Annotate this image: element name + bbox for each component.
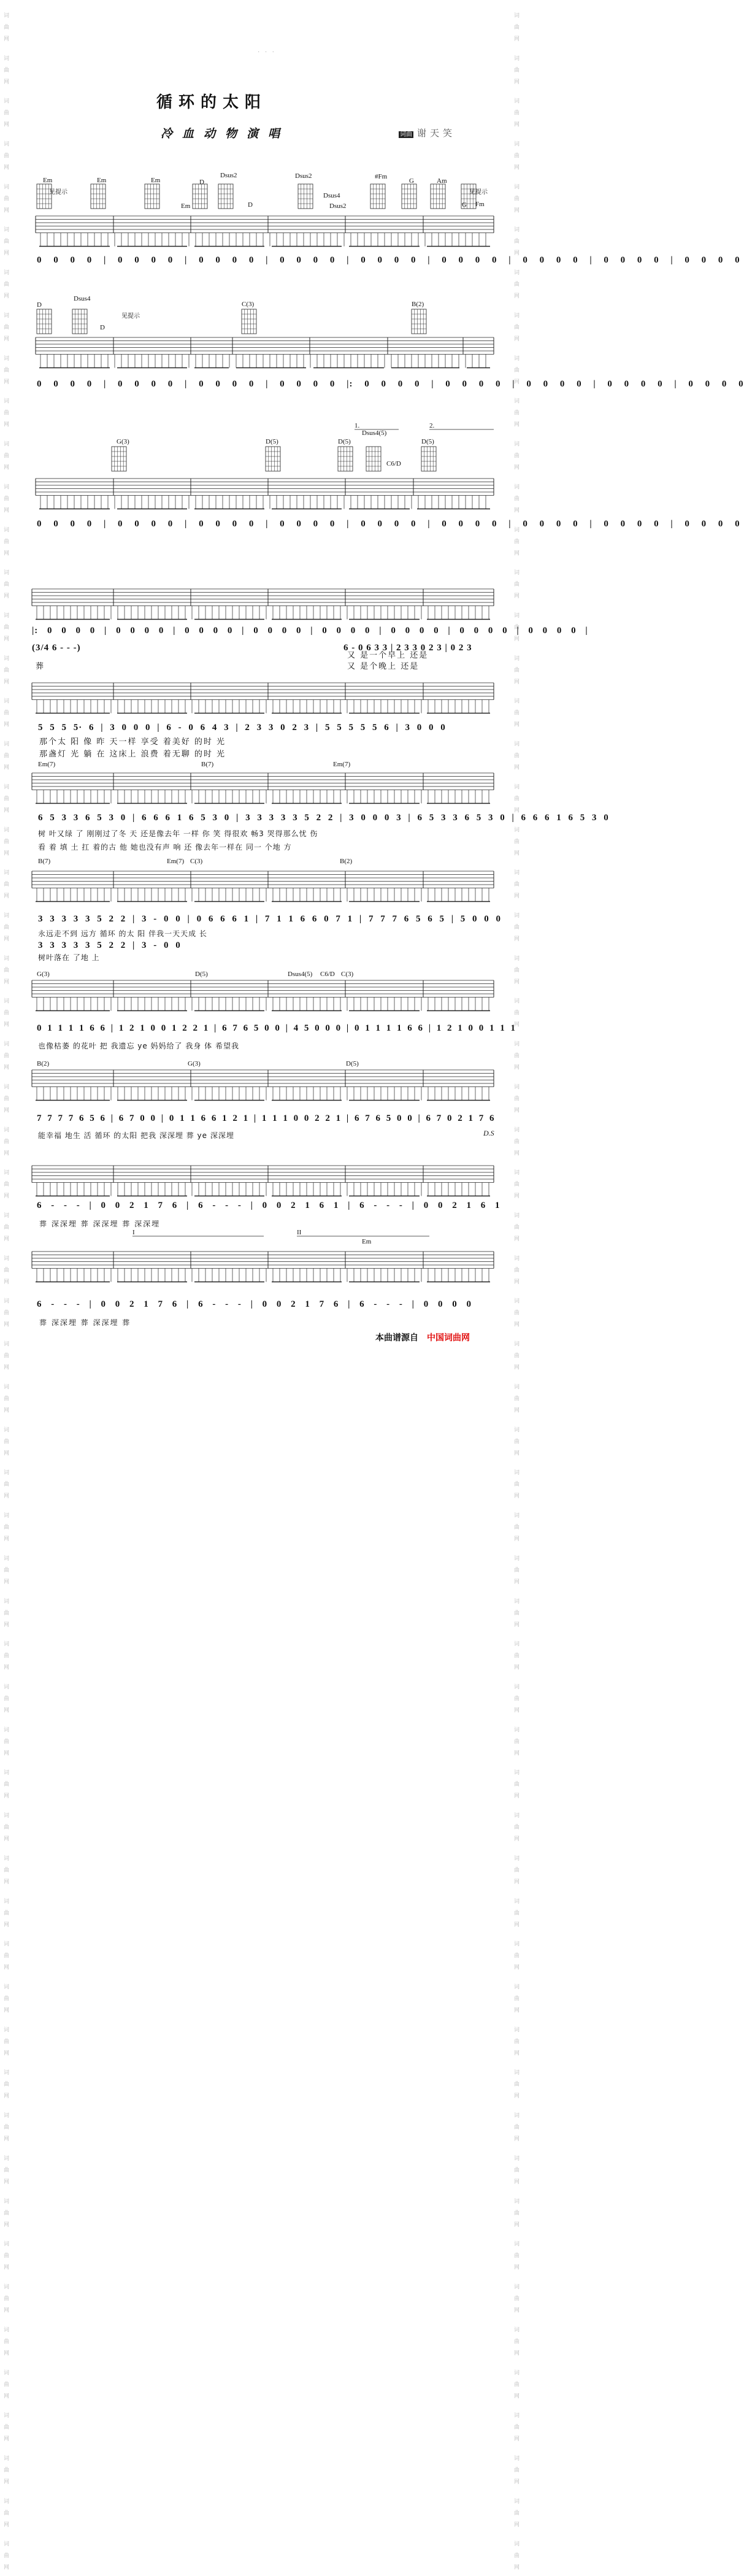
lyric-line: 又 是个晚上 还是 — [347, 662, 420, 671]
chord-diagram — [402, 184, 416, 209]
chord-diagram — [412, 309, 426, 334]
chord-label: #Fm — [375, 173, 388, 180]
chord-label: Em(7) — [333, 761, 351, 768]
chord-label: C(3) — [190, 858, 203, 865]
volta-2: 2. — [429, 422, 435, 429]
chord-diagram — [370, 184, 385, 209]
chord-label: Dsus2 — [295, 172, 312, 180]
chord-diagram — [218, 184, 233, 209]
chord-diagram — [338, 447, 353, 471]
chord-label: Dsus4(5) — [288, 971, 313, 978]
chord-label: C6/D — [386, 460, 401, 467]
chord-label: Em — [151, 177, 161, 184]
chord-label: D — [199, 179, 204, 186]
lyric-line: 永远走不到 远方 循环 的太 阳 伴我一天天成 长 — [38, 929, 207, 938]
chord-diagram — [298, 184, 313, 209]
chord-label: D(5) — [421, 438, 434, 445]
numbered-row: 3 3 3 3 3 5 2 2 | 3 - 0 0 | 0 6 6 6 1 | 7 1 1 6 6 0 7 1 | 7 7 7 6 5 6 5 | 5 0 0 0 — [38, 914, 502, 924]
chord-label: C(3) — [341, 971, 354, 978]
source-footer — [375, 1331, 470, 1344]
chord-label: C6/D — [320, 971, 335, 978]
numbered-row: |: 0 0 0 0 | 0 0 0 0 | 0 0 0 0 | 0 0 0 0 | 0 0 0 0 | 0 0 0 0 | 0 0 0 0 | 0 0 0 0 | — [32, 626, 588, 636]
chord-diagram — [112, 447, 126, 471]
chord-label: Em(7) — [167, 858, 185, 865]
chord-label: Em — [97, 177, 107, 184]
chord-label: B(2) — [412, 301, 424, 308]
hint-label: 见提示 — [49, 189, 67, 196]
hint-label: 见提示 — [469, 189, 488, 196]
top-mark: · · · — [258, 49, 276, 56]
volta-1: 1. — [355, 422, 360, 429]
ds-mark: D.S — [483, 1129, 494, 1137]
chord-label: Dsus2 — [220, 172, 237, 179]
chord-label: D — [248, 201, 253, 209]
chord-diagram — [145, 184, 159, 209]
chord-label: G(3) — [37, 971, 50, 978]
lyric-line: 又 是一个早上 还是 — [347, 651, 429, 660]
chord-diagram — [91, 184, 105, 209]
lyric-line: 葬 深深埋 葬 深深埋 葬 深深埋 — [39, 1220, 161, 1228]
hint-label: 见提示 — [121, 313, 140, 320]
lyric-line: 葬 深深埋 葬 深深埋 葬 — [39, 1318, 131, 1327]
left-watermark: 词曲网 词曲网 词曲网 词曲网 词曲网 词曲网 词曲网 词曲网 词曲网 词曲网 词曲网 词曲网 词曲网 词曲网 词曲网 词曲网 词曲网 词曲网 词曲网 词曲网 词曲网 词曲网 词曲网 词曲网 词曲网 词曲网 词曲网 词曲网 词曲网 词曲网 词曲网 词曲网 词曲网 词曲网 词曲网 词曲网 词曲网 词曲网 词曲网 词曲网 词曲网 词曲网 词曲网 词曲网 词曲网 词曲网 词曲网 词曲网 词曲网 词曲网 词曲网 词曲网 词曲网 词曲网 词曲网 词曲网 词曲网 词曲网 词曲网 词曲网 — [2, 12, 9, 2576]
chord-label: Em — [362, 1238, 372, 1245]
chord-diagram — [72, 309, 87, 334]
numbered-row: 6 - 0 6 3 3 | 2 3 3 0 2 3 | 0 2 3 — [343, 643, 472, 653]
numbered-row: 6 - - - | 0 0 2 1 7 6 | 6 - - - | 0 0 2 1 6 1 | 6 - - - | 0 0 2 1 6 1 — [37, 1201, 500, 1210]
chord-diagram — [242, 309, 256, 334]
chord-label: D — [37, 301, 42, 309]
chord-label: D(5) — [266, 438, 278, 445]
chord-label: D — [100, 324, 105, 331]
numbered-row: 5 5 5 5· 6 | 3 0 0 0 | 6 - 0 6 4 3 | 2 3 3 0 2 3 | 5 5 5 5 5 6 | 3 0 0 0 — [38, 723, 446, 732]
chord-label: Dsus4 — [323, 192, 340, 199]
chord-label: D(5) — [195, 971, 208, 978]
lyric-line: 树 叶又绿 了 刚刚过了冬 天 还是像去年 一样 你 笑 得很欢 畅3 哭得那么忧 伤 — [38, 829, 318, 838]
chord-label: Em(7) — [38, 761, 56, 768]
performer-line: 冷血动物演唱 — [161, 128, 290, 140]
numbered-row: (3/4 6 - - -) — [32, 643, 81, 653]
volta-1: I — [132, 1229, 135, 1236]
chord-diagram — [266, 447, 280, 471]
chord-label: D(5) — [346, 1060, 359, 1067]
lyric-line: 也像枯萎 的花叶 把 我遗忘 ye 妈妈给了 我身 体 希望我 — [38, 1042, 240, 1050]
chord-label: G — [409, 177, 414, 185]
chord-label: B(7) — [38, 858, 51, 865]
lyric-line: 葬 — [36, 662, 45, 671]
numbered-row: 0 0 0 0 | 0 0 0 0 | 0 0 0 0 | 0 0 0 0 | 0 0 0 0 | 0 0 0 0 | 0 0 0 0 | 0 0 0 0 | 0 0 0 0 — [37, 255, 740, 265]
credit-name: 谢天笑 — [417, 128, 456, 139]
chord-label: B(7) — [201, 761, 214, 768]
chord-label: Dsus4(5) — [362, 429, 387, 437]
chord-label: Am — [437, 177, 447, 185]
chord-label: Em — [181, 202, 191, 210]
song-title: 循环的太阳 — [156, 93, 267, 111]
lyric-line: 那盏灯 光 躺 在 这床上 浪费 着无聊 的时 光 — [39, 750, 226, 759]
chord-diagram — [366, 447, 381, 471]
chord-diagram — [421, 447, 436, 471]
chord-label: C(3) — [242, 301, 255, 308]
numbered-row: 6 5 3 3 6 5 3 0 | 6 6 6 1 6 5 3 0 | 3 3 3 3 3 5 2 2 | 3 0 0 0 3 | 6 5 3 3 6 5 3 0 | 6 6 6 1 6 5 3 0 — [38, 813, 609, 823]
chord-label: B(2) — [37, 1060, 50, 1067]
lyric-line: 能幸福 地生 活 循环 的太阳 把我 深深埋 葬 ye 深深埋 — [38, 1131, 234, 1140]
chord-label: G(3) — [117, 438, 129, 445]
chord-diagram — [193, 184, 207, 209]
chord-label: G — [462, 201, 467, 209]
source-link[interactable]: 中国词曲网 — [427, 1333, 470, 1343]
chord-label: G(3) — [188, 1060, 201, 1067]
chord-diagram — [37, 309, 52, 334]
numbered-row: 0 1 1 1 1 6 6 | 1 2 1 0 0 1 2 2 1 | 6 7 6 5 0 0 | 4 5 0 0 0 | 0 1 1 1 1 6 6 | 1 2 1 0 0 1 1 1 — [37, 1023, 516, 1033]
chord-diagram — [431, 184, 445, 209]
numbered-row: 0 0 0 0 | 0 0 0 0 | 0 0 0 0 | 0 0 0 0 |: 0 0 0 0 | 0 0 0 0 | 0 0 0 0 | 0 0 0 0 | 0 0 0 0 — [37, 379, 744, 389]
credit-tag: 词曲 — [400, 131, 412, 138]
chord-label: D(5) — [338, 438, 351, 445]
numbered-row: 6 - - - | 0 0 2 1 7 6 | 6 - - - | 0 0 2 1 7 6 | 6 - - - | 0 0 0 0 — [37, 1299, 472, 1309]
chord-label: Em — [43, 177, 53, 184]
lyric-line: 树叶落在 了地 上 — [38, 953, 100, 962]
lyric-line: 看 着 填 土 扛 着的古 他 她也没有声 响 还 像去年一样在 同一 个地 方 — [38, 843, 292, 852]
numbered-row: 7 7 7 7 6 5 6 | 6 7 0 0 | 0 1 1 6 6 1 2 1 | 1 1 1 0 0 2 2 1 | 6 7 6 5 0 0 | 6 7 0 2 1 7 6 — [37, 1113, 495, 1123]
chord-label: B(2) — [340, 858, 353, 865]
lyric-line: 那个太 阳 像 昨 天一样 享受 着美好 的时 光 — [39, 737, 226, 747]
chord-label: Fm — [475, 201, 485, 208]
right-watermark: 词曲网 词曲网 词曲网 词曲网 词曲网 词曲网 词曲网 词曲网 词曲网 词曲网 词曲网 词曲网 词曲网 词曲网 词曲网 词曲网 词曲网 词曲网 词曲网 词曲网 词曲网 词曲网 词曲网 词曲网 词曲网 词曲网 词曲网 词曲网 词曲网 词曲网 词曲网 词曲网 词曲网 词曲网 词曲网 词曲网 词曲网 词曲网 词曲网 词曲网 词曲网 词曲网 词曲网 词曲网 词曲网 词曲网 词曲网 词曲网 词曲网 词曲网 词曲网 词曲网 词曲网 词曲网 词曲网 词曲网 词曲网 词曲网 词曲网 词曲网 — [513, 12, 519, 2576]
chord-label: Dsus2 — [329, 202, 347, 210]
chord-label: Dsus4 — [74, 295, 91, 302]
source-label: 本曲谱源自 — [375, 1333, 418, 1343]
numbered-row: 0 0 0 0 | 0 0 0 0 | 0 0 0 0 | 0 0 0 0 | 0 0 0 0 | 0 0 0 0 | 0 0 0 0 | 0 0 0 0 | 0 0 0 0 — [37, 519, 740, 529]
numbered-row: 3 3 3 3 3 5 2 2 | 3 - 0 0 — [38, 940, 181, 950]
volta-2: II — [297, 1229, 302, 1236]
